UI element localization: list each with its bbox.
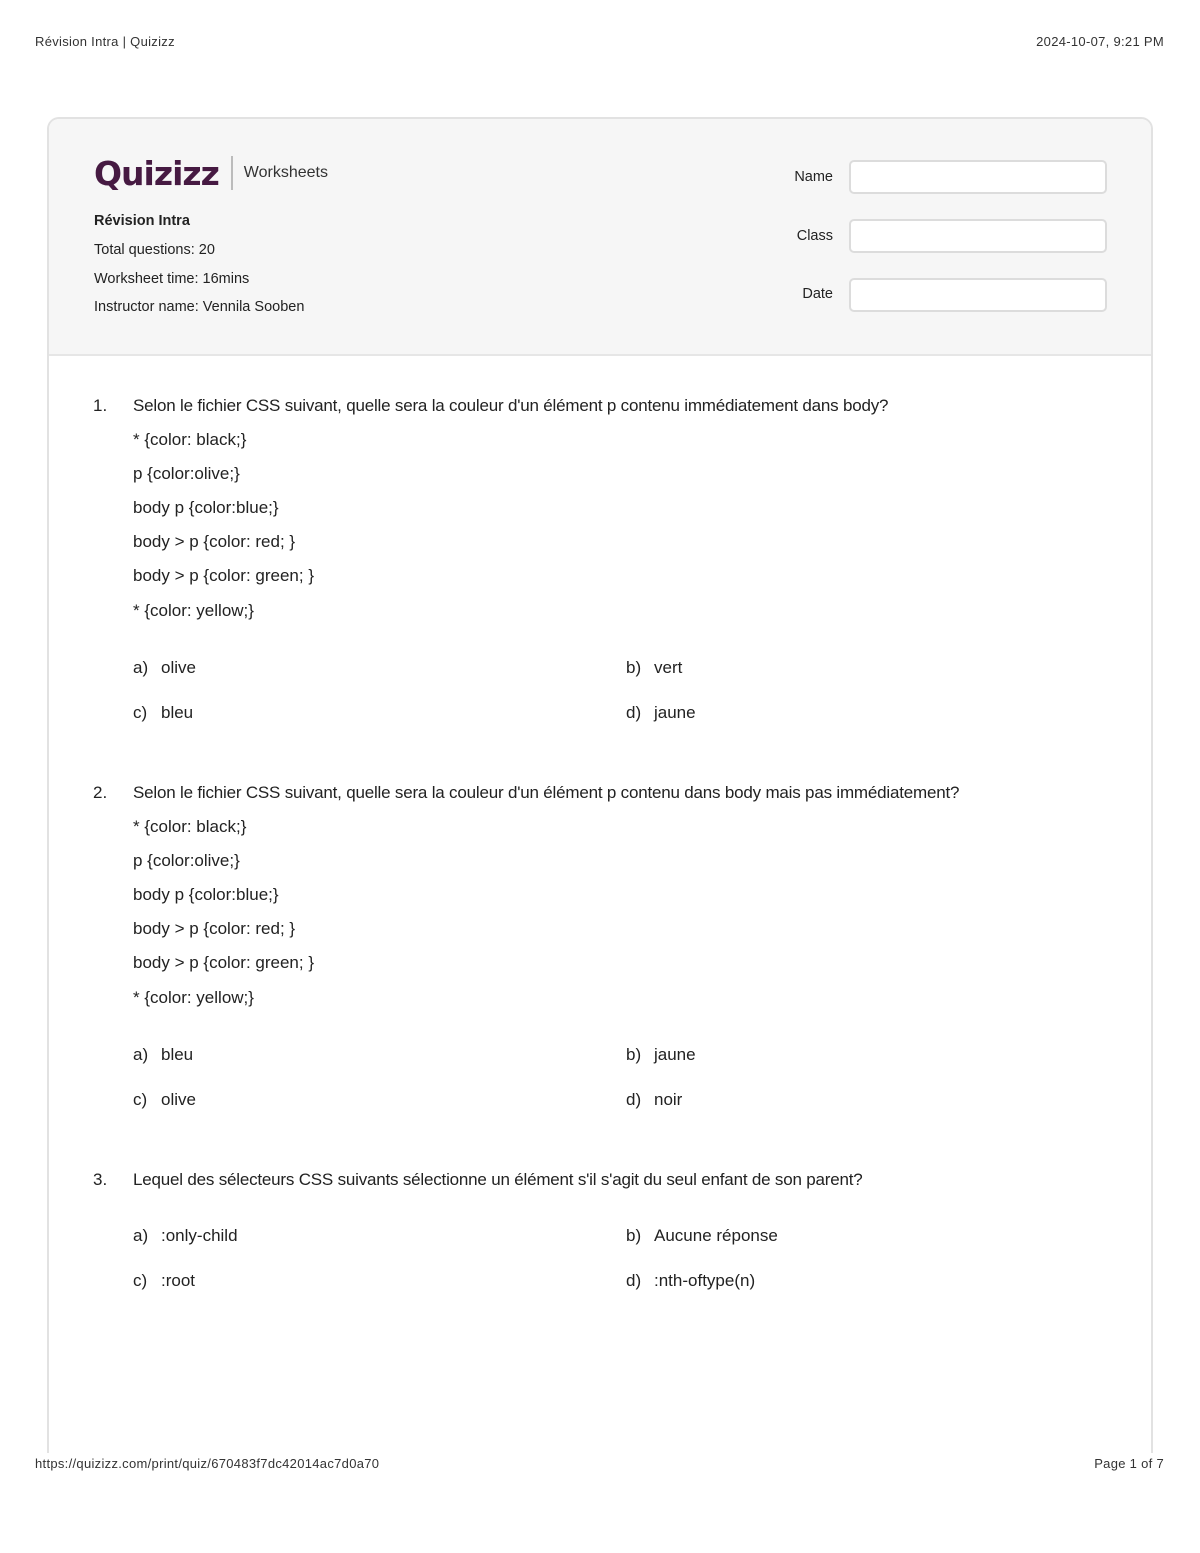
worksheet (47, 117, 1153, 1453)
option-text: :root (161, 1271, 196, 1290)
logo-divider (231, 156, 233, 190)
question-number: 2. (93, 783, 108, 802)
option-text: Aucune réponse (654, 1226, 778, 1245)
option-d[interactable] (626, 1090, 682, 1110)
option-letter: c) (133, 703, 148, 722)
option-letter: a) (133, 1226, 149, 1245)
option-a[interactable] (133, 658, 196, 678)
question-number: 1. (93, 396, 108, 415)
option-letter: a) (133, 658, 149, 677)
date-input[interactable] (849, 278, 1107, 312)
code-line: body > p {color: red; } (133, 532, 296, 551)
brand-row (94, 153, 328, 193)
option-letter: b) (626, 1226, 642, 1245)
option-c[interactable] (133, 1271, 195, 1291)
option-letter: b) (626, 658, 642, 677)
option-text: jaune (654, 703, 696, 722)
print-footer-page: Page 1 of 7 (1094, 1456, 1164, 1471)
option-a[interactable] (133, 1226, 238, 1246)
option-text: vert (654, 658, 683, 677)
option-text: :nth-oftype(n) (654, 1271, 756, 1290)
code-line: * {color: yellow;} (133, 601, 254, 620)
instructor-name: Instructor name: Vennila Sooben (94, 299, 305, 315)
class-label: Class (796, 228, 833, 244)
worksheet-title: Révision Intra (94, 213, 190, 229)
code-line: body > p {color: red; } (133, 919, 296, 938)
code-line: body p {color:blue;} (133, 498, 279, 517)
option-b[interactable] (626, 1045, 696, 1065)
option-c[interactable] (133, 1090, 196, 1110)
option-text: :only-child (161, 1226, 238, 1245)
question-text: Lequel des sélecteurs CSS suivants sélectionne un élément s'il s'agit du seul enfant de son parent? (133, 1170, 863, 1189)
option-letter: d) (626, 703, 642, 722)
worksheet-header (49, 119, 1151, 356)
question-text: Selon le fichier CSS suivant, quelle sera la couleur d'un élément p contenu dans body mais pas immédiatement? (133, 783, 960, 802)
code-line: p {color:olive;} (133, 851, 240, 870)
print-footer-url: https://quizizz.com/print/quiz/670483f7dc42014ac7d0a70 (35, 1456, 380, 1471)
worksheet-time: Worksheet time: 16mins (94, 271, 250, 287)
option-text: jaune (654, 1045, 696, 1064)
option-letter: c) (133, 1271, 148, 1290)
option-text: bleu (161, 703, 194, 722)
print-header-datetime: 2024-10-07, 9:21 PM (1036, 34, 1164, 49)
code-line: body p {color:blue;} (133, 885, 279, 904)
name-label: Name (794, 169, 833, 185)
name-input[interactable] (849, 160, 1107, 194)
option-c[interactable] (133, 703, 193, 723)
code-line: * {color: yellow;} (133, 988, 254, 1007)
question-text: Selon le fichier CSS suivant, quelle sera la couleur d'un élément p contenu immédiatement dans body? (133, 396, 889, 415)
option-b[interactable] (626, 1226, 778, 1246)
option-text: olive (161, 1090, 196, 1109)
class-input[interactable] (849, 219, 1107, 253)
question-number: 3. (93, 1170, 108, 1189)
option-a[interactable] (133, 1045, 193, 1065)
code-line: p {color:olive;} (133, 464, 240, 483)
total-questions: Total questions: 20 (94, 242, 215, 258)
print-header-title: Révision Intra | Quizizz (35, 34, 175, 49)
quizizz-logo: Quizizz (94, 153, 219, 193)
code-line: body > p {color: green; } (133, 953, 314, 972)
option-letter: d) (626, 1271, 642, 1290)
option-text: noir (654, 1090, 683, 1109)
code-line: * {color: black;} (133, 817, 247, 836)
section-label: Worksheets (243, 164, 328, 181)
option-d[interactable] (626, 703, 696, 723)
option-letter: c) (133, 1090, 148, 1109)
code-line: * {color: black;} (133, 430, 247, 449)
option-letter: b) (626, 1045, 642, 1064)
code-line: body > p {color: green; } (133, 566, 314, 585)
option-letter: d) (626, 1090, 642, 1109)
option-text: bleu (161, 1045, 194, 1064)
option-letter: a) (133, 1045, 149, 1064)
option-text: olive (161, 658, 196, 677)
date-label: Date (802, 286, 833, 302)
option-b[interactable] (626, 658, 682, 678)
option-d[interactable] (626, 1271, 755, 1291)
